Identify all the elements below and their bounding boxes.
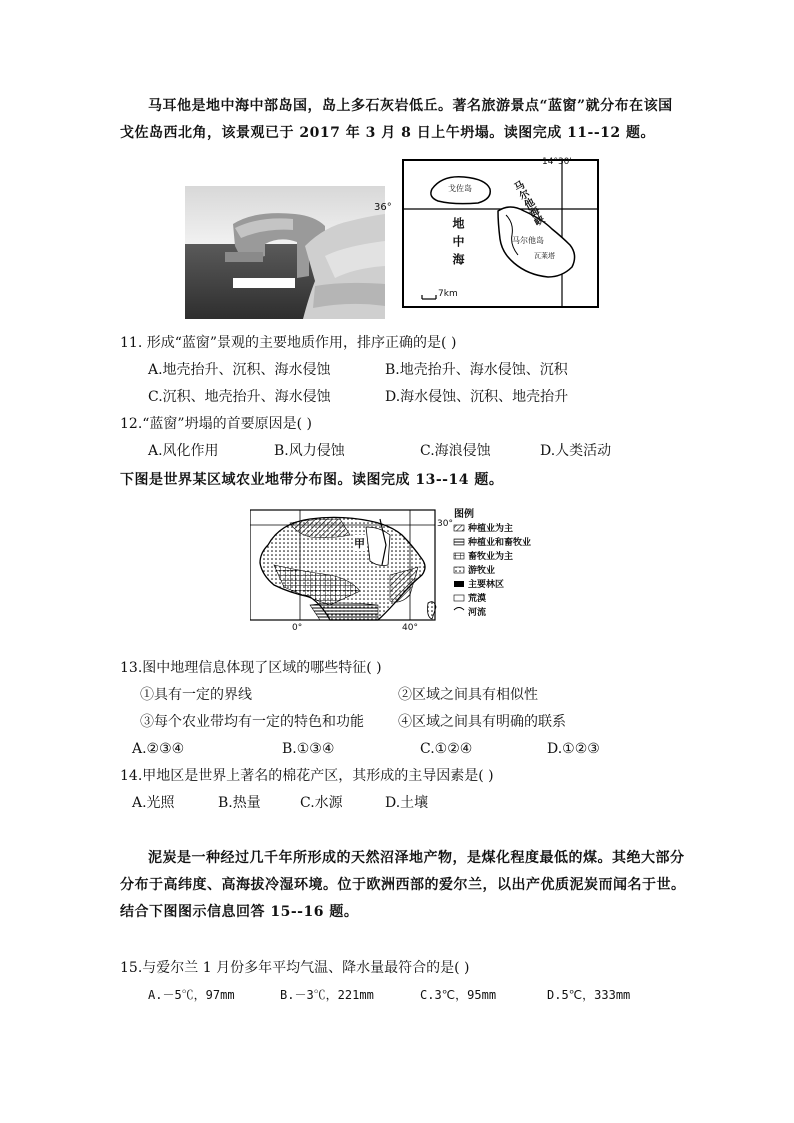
map2-lon40-label: 40° (402, 623, 418, 633)
q11-option-a: A.地壳抬升、沉积、海水侵蚀 (148, 362, 331, 378)
map1-lon-label: 14°30' (542, 157, 572, 167)
q13-statement-2: ②区域之间具有相似性 (398, 687, 538, 703)
map1-lat-label: 36° (374, 202, 392, 213)
map2-legend-item-6: 荒漠 (468, 594, 487, 604)
q12-option-b: B.风力侵蚀 (274, 443, 345, 459)
q13-statement-1: ①具有一定的界线 (140, 687, 252, 703)
q12-option-d: D.人类活动 (540, 443, 612, 459)
q13-option-b: B.①③④ (282, 741, 335, 757)
q12-stem: 12.“蓝窗”坍塌的首要原因是( ) (120, 416, 312, 432)
map1-gozo-label: 戈佐岛 (448, 184, 472, 193)
intro-3-line-3: 结合下图图示信息回答 15--16 题。 (120, 904, 359, 920)
map2-legend-item-3: 畜牧业为主 (468, 552, 514, 562)
intro-3-line-2: 分布于高纬度、高海拔冷湿环境。位于欧洲西部的爱尔兰，以出产优质泥炭而闻名于世。 (120, 877, 686, 893)
map1-strait-label: 马尔他海峡 (510, 179, 545, 229)
intro-1-line-2: 戈佐岛西北角，该景观已于 2017 年 3 月 8 日上午坍塌。读图完成 11--12 题。 (120, 125, 656, 141)
q14-stem: 14.甲地区是世界上著名的棉花产区，其形成的主导因素是( ) (120, 768, 494, 784)
intro-3-line-1: 泥炭是一种经过几千年所形成的天然沼泽地产物，是煤化程度最低的煤。其绝大部分 (148, 850, 685, 866)
intro-1-line-1: 马耳他是地中海中部岛国，岛上多石灰岩低丘。著名旅游景点“蓝窗”就分布在该国 (148, 98, 673, 114)
intro-1 (148, 91, 768, 121)
q14-option-b: B.热量 (218, 795, 261, 811)
q15-stem: 15.与爱尔兰 1 月份多年平均气温、降水量最符合的是( ) (120, 960, 470, 976)
africa-agriculture-map (250, 505, 550, 639)
map1-sea-label: 地中海 (451, 217, 465, 271)
map1-malta-island-label: 马尔他岛 (512, 236, 544, 245)
q15-option-a: A.－5℃，97mm (148, 988, 235, 1002)
map2-jia-label: 甲 (354, 537, 365, 550)
malta-map (374, 157, 602, 309)
q11-option-b: B.地壳抬升、海水侵蚀、沉积 (385, 362, 568, 378)
q11-option-c: C.沉积、地壳抬升、海水侵蚀 (148, 389, 331, 405)
intro-1-cont (120, 118, 760, 148)
q13-option-c: C.①②④ (420, 741, 473, 757)
map2-legend-item-4: 游牧业 (468, 566, 496, 576)
q15-option-d: D.5℃，333mm (547, 988, 631, 1002)
q15-option-b: B.－3℃，221mm (280, 988, 374, 1002)
map2-lat-label: 30° (437, 519, 453, 529)
map1-scale-label: 7km (438, 289, 458, 299)
map2-legend-title: 图例 (454, 509, 474, 520)
q15-option-c: C.3℃，95mm (420, 988, 497, 1002)
q14-option-a: A.光照 (132, 795, 175, 811)
q14-option-d: D.土壤 (385, 795, 429, 811)
map2-lon0-label: 0° (292, 623, 303, 633)
q13-option-a: A.②③④ (132, 741, 185, 757)
q12-option-a: A.风化作用 (148, 443, 219, 459)
azure-window-photo (185, 186, 385, 319)
map2-legend-item-2: 种植业和畜牧业 (468, 538, 532, 548)
q13-stem: 13.图中地理信息体现了区域的哪些特征( ) (120, 660, 382, 676)
map2-legend-item-7: 河流 (468, 608, 487, 618)
map2-legend-item-5: 主要林区 (468, 580, 505, 590)
intro-2: 下图是世界某区域农业地带分布图。读图完成 13--14 题。 (120, 472, 504, 488)
q13-statement-4: ④区域之间具有明确的联系 (398, 714, 566, 730)
q11-stem: 11. 形成“蓝窗”景观的主要地质作用，排序正确的是( ) (120, 335, 457, 351)
map1-city-label: 瓦莱塔 (534, 252, 555, 260)
map2-legend-item-1: 种植业为主 (468, 524, 514, 534)
q13-option-d: D.①②③ (547, 741, 600, 757)
q12-option-c: C.海浪侵蚀 (420, 443, 491, 459)
q11-option-d: D.海水侵蚀、沉积、地壳抬升 (385, 389, 569, 405)
q13-statement-3: ③每个农业带均有一定的特色和功能 (140, 714, 364, 730)
q14-option-c: C.水源 (300, 795, 343, 811)
